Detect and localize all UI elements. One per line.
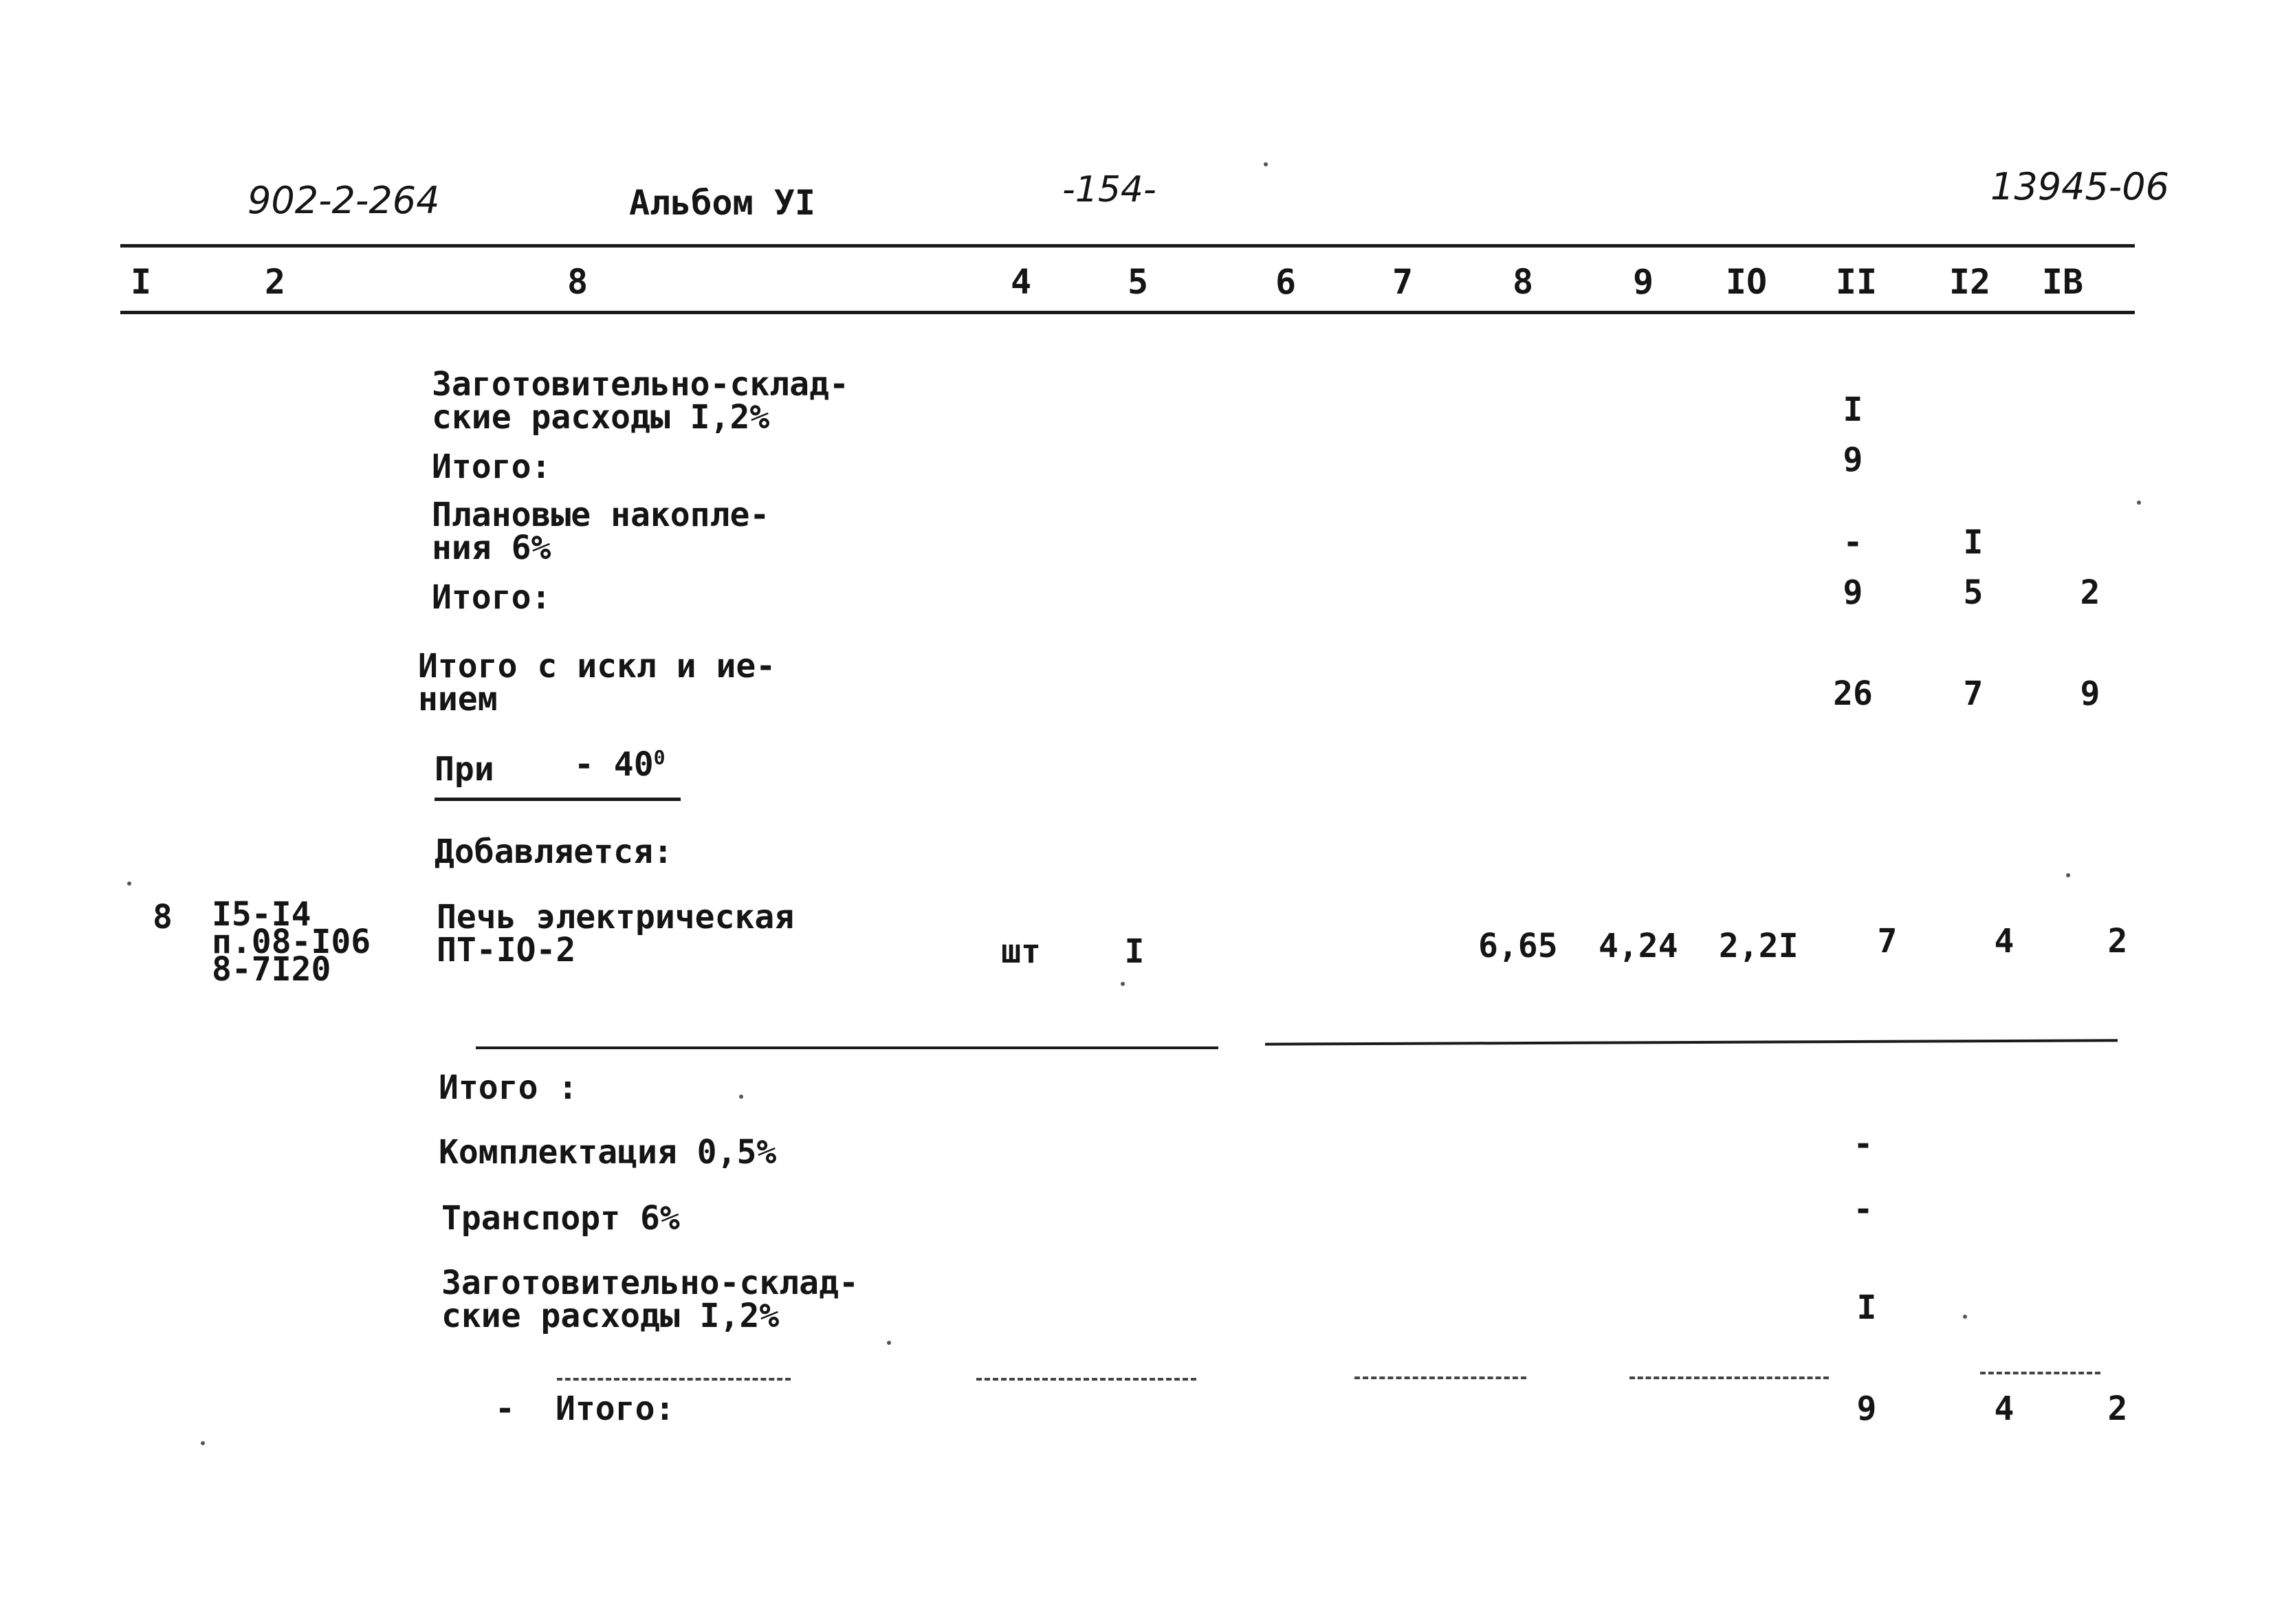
condition-underline [435,798,681,801]
scan-speck [127,881,131,886]
item-name: Итого: [556,1390,675,1428]
column-number: I2 [1948,262,1991,302]
separator-rule [1265,1039,2118,1045]
column-number: 8 [1512,262,1534,302]
column-number: 2 [264,262,286,302]
column-11-value: - [1843,523,1863,562]
header-bottom-rule [120,311,2135,314]
column-13-value: 2 [2107,1390,2128,1428]
item-name: Печь электрическая ПТ-IO-2 [437,898,795,969]
scan-speck [201,1441,205,1445]
column-8-value: 6,65 [1478,927,1558,965]
column-11-value: 9 [1843,441,1863,479]
dashed-separator [557,1378,791,1381]
column-12-value: 5 [1963,573,1984,612]
item-name: Итого : [439,1068,578,1107]
column-11-value: 9 [1843,573,1863,612]
unit: шт [1001,932,1041,971]
price-code: I5-I4 п.08-I06 8-7I20 [212,895,371,989]
column-number: 9 [1632,262,1654,302]
condition-value: - $40^0$ [574,745,666,784]
dashed-separator [1980,1372,2100,1374]
header-top-rule [120,244,2135,248]
sheet-number: 13945-06 [1990,165,2169,208]
item-name: Добавляется: [435,833,673,871]
dashed-separator [976,1378,1196,1381]
item-name: Итого: [432,578,551,617]
column-12-value: 7 [1963,674,1984,713]
page-number: -154- [1062,169,1156,210]
item-name: Итого с искл и ие- нием [418,647,776,718]
column-13-value: 2 [2080,573,2100,612]
scan-speck [2137,501,2141,505]
item-name: Комплектация 0,5% [439,1133,777,1172]
column-number: 7 [1392,262,1414,302]
column-number: IB [2041,262,2084,302]
quantity: I [1124,932,1145,971]
document-code: 902-2-264 [248,179,440,222]
column-11-value: 7 [1877,922,1898,961]
item-name: Заготовительно-склад- ские расходы I,2% [441,1264,859,1335]
column-11-value: - [1853,1190,1874,1229]
column-13-value: 9 [2080,674,2100,713]
column-11-value: I [1843,391,1863,429]
item-name: Плановые накопле- ния 6% [432,496,770,567]
column-number: 8 [567,262,589,302]
scan-speck [1121,982,1125,986]
album-label: Альбом УI [629,183,815,223]
column-number: 6 [1275,262,1297,302]
scan-speck [887,1341,891,1345]
separator-rule [476,1046,1218,1049]
column-number: 4 [1010,262,1032,302]
column-12-value: 4 [1994,1390,2014,1428]
scan-speck [739,1095,743,1099]
column-12-value: I [1963,523,1984,562]
scan-speck [1264,162,1268,166]
column-11-value: 9 [1856,1390,1877,1428]
dashed-separator [1629,1376,1829,1379]
column-13-value: 2 [2107,922,2128,961]
row-dash: - [495,1390,515,1428]
column-11-value: - [1853,1125,1874,1163]
column-number: I [130,262,152,302]
item-name: Транспорт 6% [441,1199,680,1238]
scan-speck [1963,1315,1967,1319]
column-number: 5 [1127,262,1149,302]
item-name: Заготовительно-склад- ские расходы I,2% [432,365,849,437]
column-12-value: 4 [1994,922,2014,961]
row-number: 8 [153,898,173,936]
column-11-value: 26 [1833,674,1873,713]
column-10-value: 2,2I [1719,927,1799,965]
column-number: II [1835,262,1878,302]
column-number: IO [1725,262,1768,302]
dashed-separator [1354,1376,1526,1379]
item-name: Итого: [432,448,551,486]
column-11-value: I [1856,1288,1877,1327]
condition-prefix: При [435,750,494,789]
scan-speck [2066,873,2070,877]
column-9-value: 4,24 [1599,927,1678,965]
